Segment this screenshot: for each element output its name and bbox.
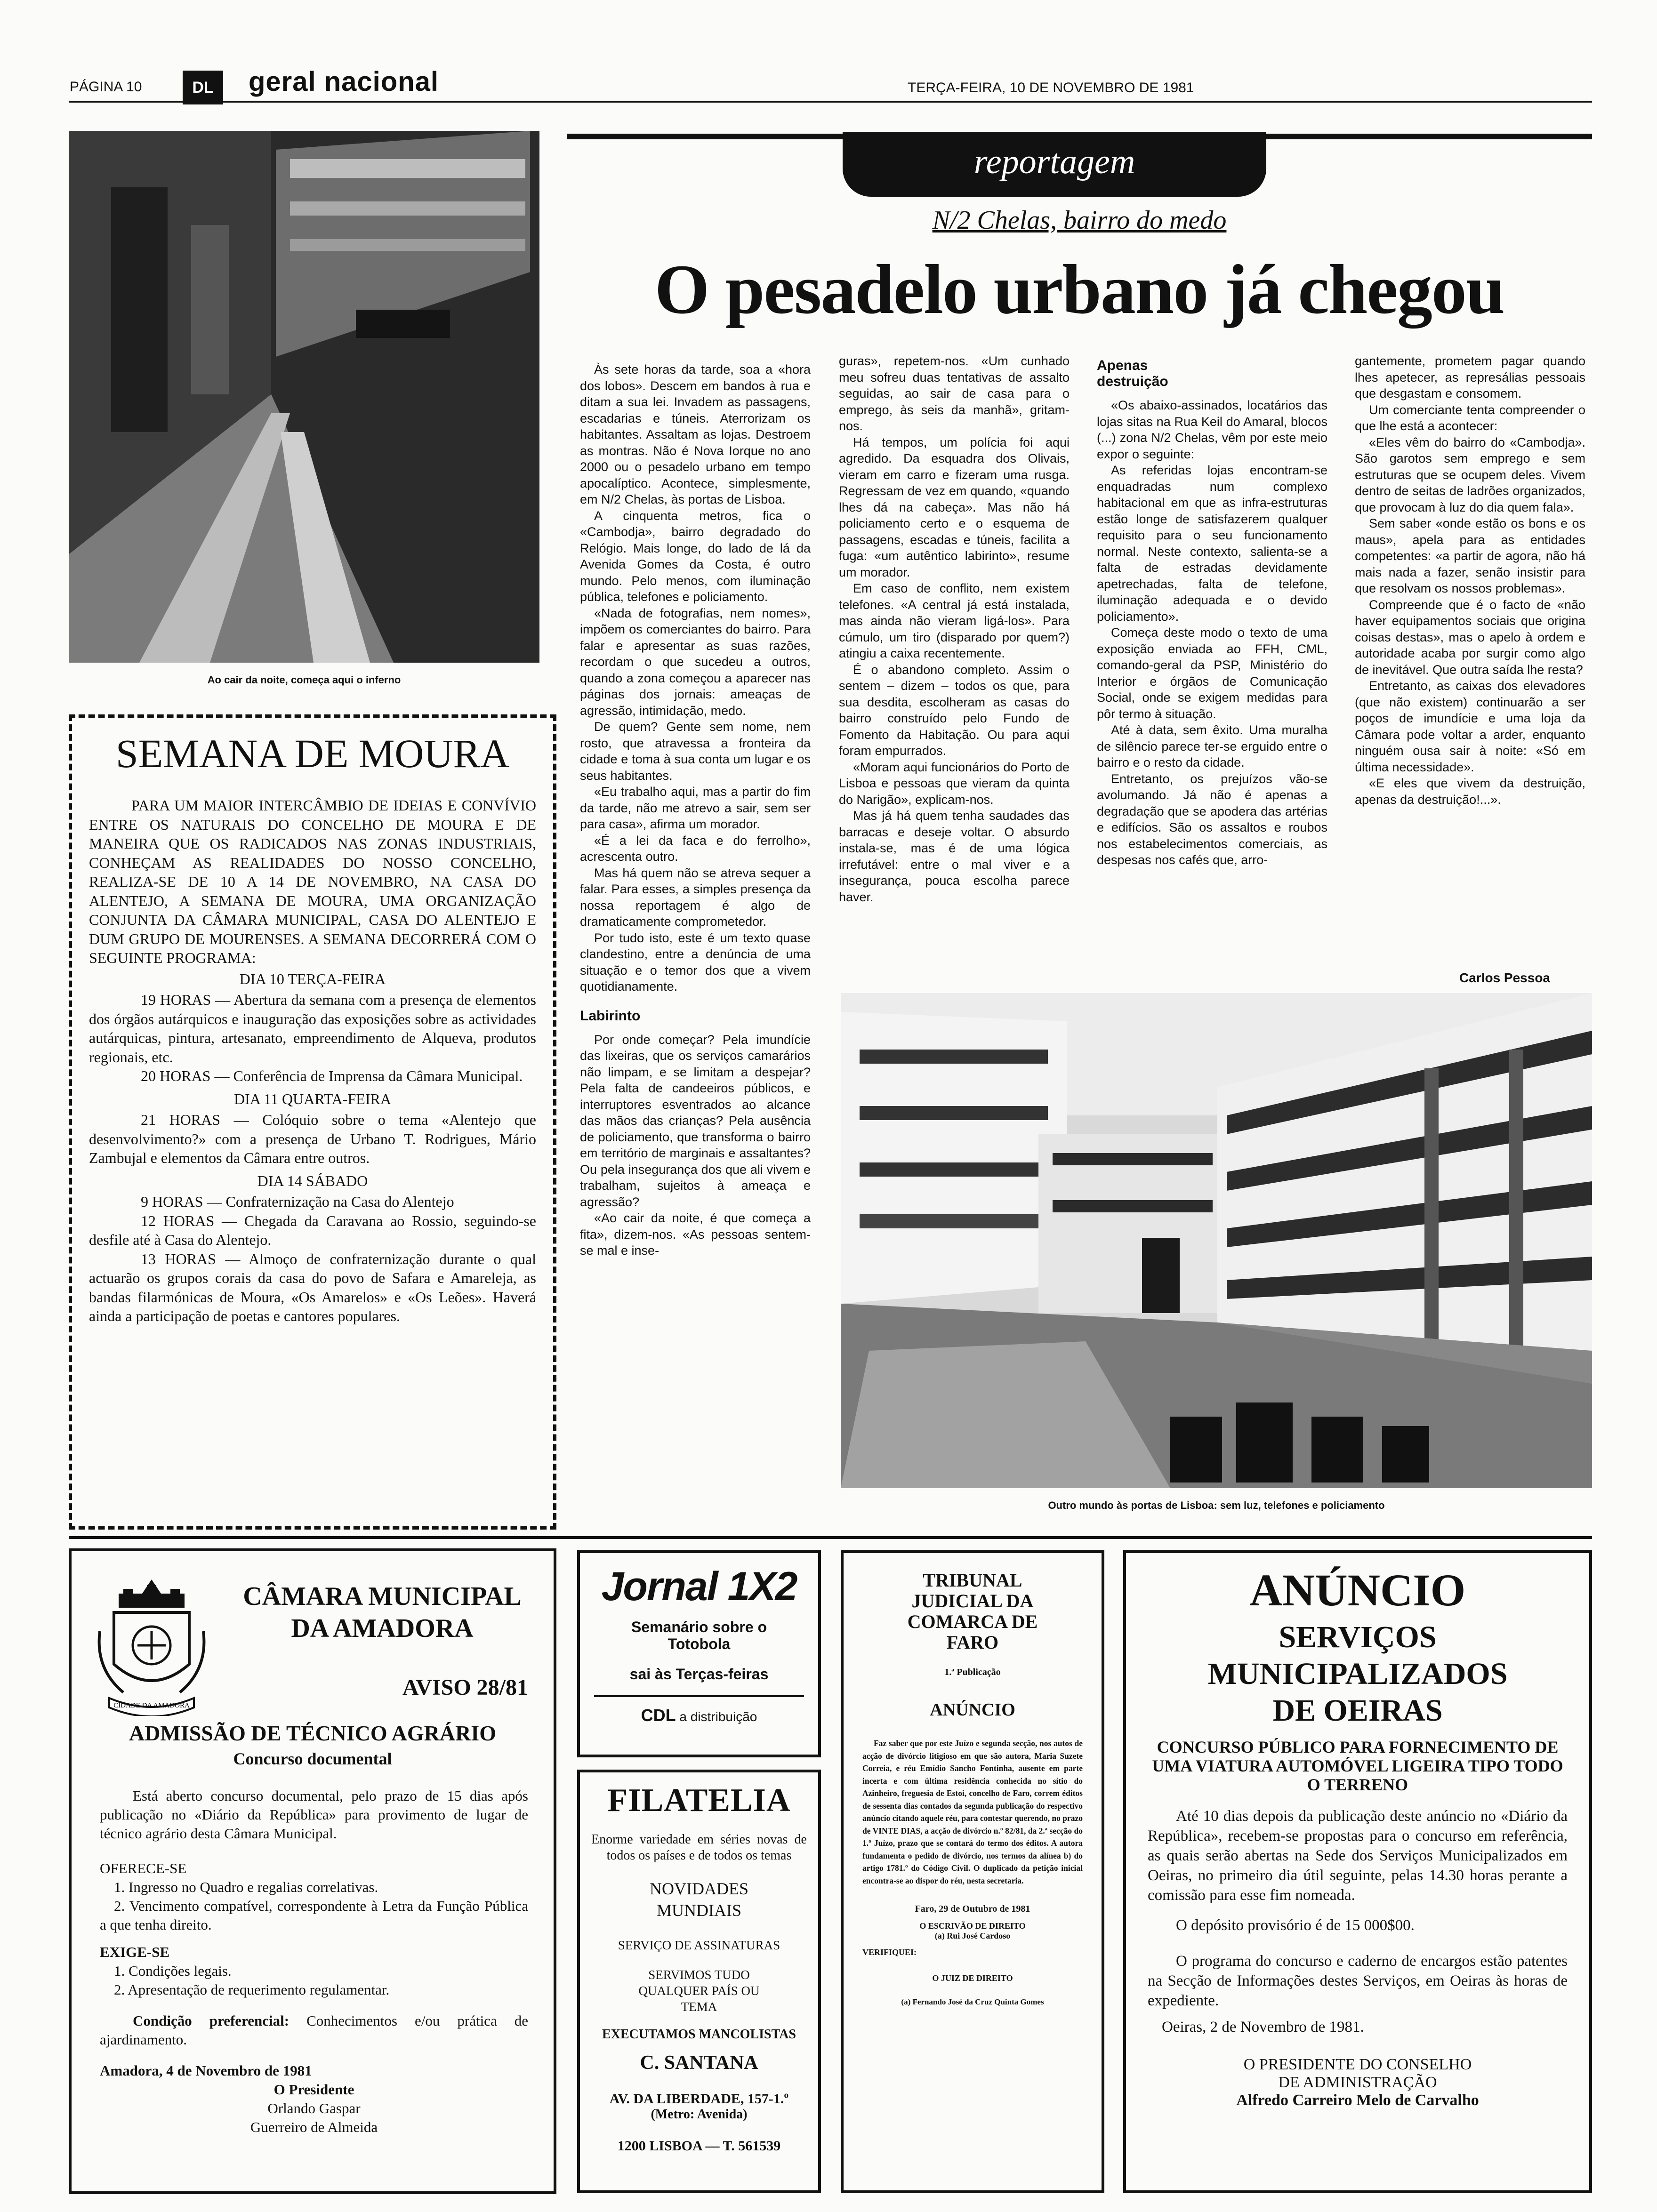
amadora-ad: CIDADE DA AMADORA CÂMARA MUNICIPAL DA AMADORA AVISO 28/81 ADMISSÃO DE TÉCNICO AGRÁRIO Concurso documental Está aberto concurso documental, pelo prazo de 15 dias após publicação no «Diário da República» para provimento de lugar de técnico agrário desta Câmara Municipal. OFERECE-SE 1. Ingresso no Quadro e regalias correlativas. 2. Vencimento compatível, correspondente à Letra da Função Pública a que tenha direito. EXIGE-SE 1. Condições legais. 2. Apresentação de requerimento regulamentar. Condição preferencial: Conhecimentos e/ou prática de ajardinamento. Amadora, 4 de Novembro de 1981 O Presidente Orlando Gaspar Guerreiro de Almeida [69, 1548, 556, 2194]
jornal-1x2-ad: Jornal 1X2 Semanário sobre o Totobola sai às Terças-feiras CDL a distribuição [577, 1550, 821, 1757]
amadora-title-1: CÂMARA MUNICIPAL [243, 1582, 522, 1611]
article-col-2: guras», repetem-nos. «Um cunhado meu sofreu duas tentativas de assalto seguidas, ao sair de casa para o emprego, às seis da manhã», gritam-nos. Há tempos, um polícia foi aqui agredido. Da esquadra dos Olivais, vieram em carro e fizeram uma rusga. Regressam de vez em quando, «quando lhes dá na cabeça». Mas não há policiamento certo e o esquema de passagens, escadas e túneis, facilita a fuga: «um autêntico labirinto», resume um morador. Em caso de conflito, nem existem telefones. «A central já está instalada, mas ainda não vieram ligá-los». Para cúmulo, um tiro (disparado por quem?) atingiu a caixa recentemente. É o abandono completo. Assim o sentem – dizem – todos os que, para sua desdita, escolheram as casas do bairro construído pelo Fundo de Fomento da Habitação. Ou para aqui foram empurrados. «Moram aqui funcionários do Porto de Lisboa e pessoas que vieram da quinta do Narigão», explicam-nos. Mas já há quem tenha saudades das barracas e deseje voltar. O absurdo instala-se, mas é de uma lógica irrefutável: entre o mal viver e a insegurança, pouca escolha parece haver. [839, 354, 1070, 904]
amadora-crest [90, 1575, 213, 1716]
amadora-aviso: AVISO 28/81 [402, 1675, 528, 1700]
moura-title: SEMANA DE MOURA [115, 731, 510, 776]
oeiras-ad: ANÚNCIO SERVIÇOS MUNICIPALIZADOS DE OEIRAS CONCURSO PÚBLICO PARA FORNECIMENTO DE UMA VIATURA AUTOMÓVEL LIGEIRA TIPO TODO O TERRENO Até 10 dias depois da publicação deste anúncio no «Diário da República», recebem-se propostas para o concurso em referência, as quais serão abertas na Sede dos Serviços Municipalizados em Oeiras, no primeiro dia útil seguinte, pelas 14.30 horas perante a comissão para esse fim nomeada. O depósito provisório é de 15 000$00. O programa do concurso e caderno de encargos estão patentes na Secção de Informações destes Serviços, em Oeiras às horas de expediente. Oeiras, 2 de Novembro de 1981. O PRESIDENTE DO CONSELHO DE ADMINISTRAÇÃO Alfredo Carreiro Melo de Carvalho [1123, 1550, 1592, 2193]
article-author: Carlos Pessoa [1459, 970, 1550, 985]
page-date: TERÇA-FEIRA, 10 DE NOVEMBRO DE 1981 [908, 80, 1194, 96]
moura-day-3: DIA 14 SÁBADO [257, 1172, 368, 1189]
amadora-crest-text: CIDADE DA AMADORA [113, 1702, 190, 1709]
header-rule [69, 101, 1592, 103]
reportagem-banner: reportagem [843, 132, 1266, 197]
ads-top-rule [69, 1536, 1592, 1539]
amadora-body: Está aberto concurso documental, pelo prazo de 15 dias após publicação no «Diário da República» para provimento de lugar de técnico agrário desta Câmara Municipal. [100, 1787, 528, 1842]
amadora-heading: ADMISSÃO DE TÉCNICO AGRÁRIO [129, 1721, 496, 1745]
article-col-3: Apenas destruição «Os abaixo-assinados, locatários das lojas sitas na Rua Keil do Amaral, blocos (...) zona N/2 Chelas, vêm por este meio expor o seguinte: As referidas lojas encontram-se enquadradas num complexo habitacional em que as infra-estruturas estão longe de satisfazerem qualquer requisito para o seu funcionamento normal. Neste contexto, salienta-se a falta de estradas devidamente apetrechadas, falta de telefone, iluminação adequada e o devido policiamento». Começa deste modo o texto de uma exposição enviada ao FFH, CML, comando-geral da PSP, Ministério do Interior e órgãos de Comunicação Social, onde se exigem medidas para pôr termo à situação. Até à data, sem êxito. Uma muralha de silêncio parece ter-se erguido entre o bairro e o resto da cidade. Entretanto, os prejuízos vão-se avolumando. Já não é apenas a degradação que se apodera das artérias e edifícios. São os assaltos e roubos nos estabelecimentos comerciais, as despesas nos cafés que, arro- [1097, 358, 1327, 867]
moura-day-2: DIA 11 QUARTA-FEIRA [234, 1090, 391, 1107]
section-mark: DL [183, 71, 223, 104]
amadora-sub: Concurso documental [233, 1749, 392, 1768]
article-col-1: Às sete horas da tarde, soa a «hora dos lobos». Descem em bandos à rua e ditam a sua lei. Invadem as passagens, escadarias e túneis. Aterrorizam os habitantes. Assaltam as lojas. Destroem as montras. Não é Nova Iorque no ano 2000 ou o pesadelo urbano em tempo apocalíptico. Acontece, simplesmente, em N/2 Chelas, às portas de Lisboa. A cinquenta metros, fica o «Cambodja», bairro degradado do Relógio. Mais longe, do lado de lá da Avenida Gomes da Costa, é outro mundo. Pelo menos, com iluminação pública, telefones e policiamento. «Nada de fotografias, nem nomes», impõem os comerciantes do bairro. Para falar e apresentar as suas razões, recordam o que sucedeu a outros, quando a zona começou a aparecer nas páginas dos jornais: ameaças de agressão, intimidação, medo. De quem? Gente sem nome, nem rosto, que atravessa a fronteira da cidade e toma à sua conta um lugar e os seus habitantes. «Eu trabalho aqui, mas a partir do fim da tarde, não me atrevo a sair, sem ser para casa», afirma um morador. «É a lei da faca e do ferrolho», acrescenta outro. Mas há quem não se atreva sequer a falar. Para esses, a simples presença da nossa reportagem é algo de dramaticamente comprometedor. Por tudo isto, este é um texto quase clandestino, entre a denúncia de uma situação e o temor dos que a vivem quotidianamente. Labirinto Por onde começar? Pela imundície das lixeiras, que os serviços camarários não limpam, e se limitam a despejar? Pela falta de candeeiros públicos, e interruptores esventrados ao alcance das mãos das crianças? Pela ausência de policiamento, que transforma o bairro em território de marginais e assaltantes? Ou pela insegurança dos que ali vivem e trabalham, sujeitos à ameaça e agressão? «Ao cair da noite, é que começa a fita», dizem-nos. «As pessoas sentem-se mal e inse- [580, 362, 811, 1258]
filatelia-title: FILATELIA [607, 1782, 791, 1819]
photo1-caption: Ao cair da noite, começa aqui o inferno [207, 674, 401, 686]
moura-day-1: DIA 10 TERÇA-FEIRA [239, 970, 386, 987]
article-col-4: gantemente, prometem pagar quando lhes apetecer, as represálias pessoais que desgastam e consomem. Um comerciante tenta compreender o que lhe está a acontecer: «Eles vêm do bairro do «Cambodja». São garotos sem emprego e sem estruturas que se ocupem deles. Vivem dentro de seitas de ladrões organizados, que provocam à luz do dia quem fala». Sem saber «onde estão os bons e os maus», apela para as entidades competentes: «a partir de agora, não há mais nada a fazer, senão insistir para que resolvam os nossos problemas». Compreende que é o facto de «não haver equipamentos sociais que origina coisas destas», mas o apelo à ordem e autoridade acaba por surgir como algo de inevitável. Que outra saída lhe resta? Entretanto, as caixas dos elevadores (que não existem) continuarão a ser poços de imundície e uma loja da Câmara pode voltar a arder, enquanto ninguém ousa sair à noite: «Só em última necessidade». «E eles que vivem da destruição, apenas da destruição!...». [1355, 354, 1585, 807]
section-title: geral nacional [249, 66, 439, 97]
tribunal-faro-ad: TRIBUNAL JUDICIAL DA COMARCA DE FARO 1.ª Publicação ANÚNCIO Faz saber que por este Juízo e segunda secção, nos autos de acção de divórcio litigioso em que são autora, Maria Suzete Correia, e réu Emídio Sancho Fontinha, ausente em parte incerta e com última residência conhecida no sítio do Azinheiro, freguesia de Estoi, concelho de Faro, correm éditos de sessenta dias contados da segunda publicação do respectivo anúncio citando aquele réu, para contestar querendo, no prazo de VINTE DIAS, a acção de divórcio n.º 82/81, da 2.ª secção do 1.º Juízo, prazo que se contará do termo dos éditos. A autora fundamenta o pedido de divórcio, nos termos da alínea b) do artigo 1781.º do Código Civil. O duplicado da petição inicial encontra-se ao dispor do réu, nesta secretaria. Faro, 29 de Outubro de 1981 O ESCRIVÃO DE DIREITO (a) Rui José Cardoso VERIFIQUEI: O JUIZ DE DIREITO (a) Fernando José da Cruz Quinta Gomes [841, 1550, 1104, 2193]
amadora-title-2: DA AMADORA [291, 1614, 474, 1643]
article-headline: O pesadelo urbano já chegou [654, 250, 1504, 329]
semana-moura-box: SEMANA DE MOURA PARA UM MAIOR INTERCÂMBIO DE IDEIAS E CONVÍVIO ENTRE OS NATURAIS DO CONCELHO DE MOURA E DE MANEIRA QUE OS RADICADOS NAS ZONAS INDUSTRIAIS, CONHEÇAM AS REALIDADES DO NOSSO CONCELHO, REALIZA-SE DE 10 A 14 DE NOVEMBRO, NA CASA DO ALENTEJO, A SEMANA DE MOURA, UMA ORGANIZAÇÃO CONJUNTA DA CÂMARA MUNICIPAL, CASA DO ALENTEJO E DUM GRUPO DE MOURENSES. A SEMANA DECORRERÁ COM O SEGUINTE PROGRAMA: DIA 10 TERÇA-FEIRA 19 HORAS — Abertura da semana com a presença de elementos dos órgãos autárquicos e inauguração das exposições sobre as actividades autárquicas, pintura, artesanato, empreendimento de Alqueva, produtos regionais, etc. 20 HORAS — Conferência de Imprensa da Câmara Municipal. DIA 11 QUARTA-FEIRA 21 HORAS — Colóquio sobre o tema «Alentejo que desenvolvimento?» com a presença de Urbano T. Rodrigues, Mário Zambujal e elementos da Câmara entre outros. DIA 14 SÁBADO 9 HORAS — Confraternização na Casa do Alentejo 12 HORAS — Chegada da Caravana ao Rossio, seguindo-se desfile até à Casa do Alentejo. 13 HORAS — Almoço de confraternização durante o qual actuarão os grupos corais da casa do povo de Safara e Amareleja, as bandas filarmónicas de Moura, «Os Amarelos» e «Os Leões». Haverá ainda a participação de poetas e cantores populares. [69, 714, 556, 1530]
article-kicker: N/2 Chelas, bairro do medo [932, 206, 1227, 235]
cdl-logo-icon: CDL [641, 1706, 676, 1725]
oeiras-title: ANÚNCIO [1249, 1565, 1466, 1615]
filatelia-ad: FILATELIA Enorme variedade em séries novas de todos os países e de todos os temas NOVIDADES MUNDIAIS SERVIÇO DE ASSINATURAS SERVIMOS TUDO QUALQUER PAÍS OU TEMA EXECUTAMOS MANCOLISTAS C. SANTANA AV. DA LIBERDADE, 157-1.º (Metro: Avenida) 1200 LISBOA — T. 561539 [577, 1770, 821, 2193]
tribunal-title: TRIBUNAL JUDICIAL DA COMARCA DE FARO [907, 1570, 1038, 1653]
photo-stairs-corridor [69, 131, 539, 663]
page-number: PÁGINA 10 [70, 79, 142, 95]
jornal-logo: Jornal 1X2 [601, 1564, 797, 1609]
moura-intro: PARA UM MAIOR INTERCÂMBIO DE IDEIAS E CONVÍVIO ENTRE OS NATURAIS DO CONCELHO DE MOURA E DE MANEIRA QUE OS RADICADOS NAS ZONAS INDUSTRIAIS, CONHEÇAM AS REALIDADES DO NOSSO CONCELHO, REALIZA-SE DE 10 A 14 DE NOVEMBRO, NA CASA DO ALENTEJO, A SEMANA DE MOURA, UMA ORGANIZAÇÃO CONJUNTA DA CÂMARA MUNICIPAL, CASA DO ALENTEJO E DUM GRUPO DE MOURENSES. A SEMANA DECORRERÁ COM O SEGUINTE PROGRAMA: [89, 797, 536, 966]
subhead-apenas-destruicao: Apenas destruição [1097, 358, 1168, 389]
photo-building-complex [841, 993, 1592, 1488]
subhead-labirinto: Labirinto [580, 1008, 641, 1024]
photo2-caption: Outro mundo às portas de Lisboa: sem luz, telefones e policiamento [1048, 1499, 1385, 1511]
